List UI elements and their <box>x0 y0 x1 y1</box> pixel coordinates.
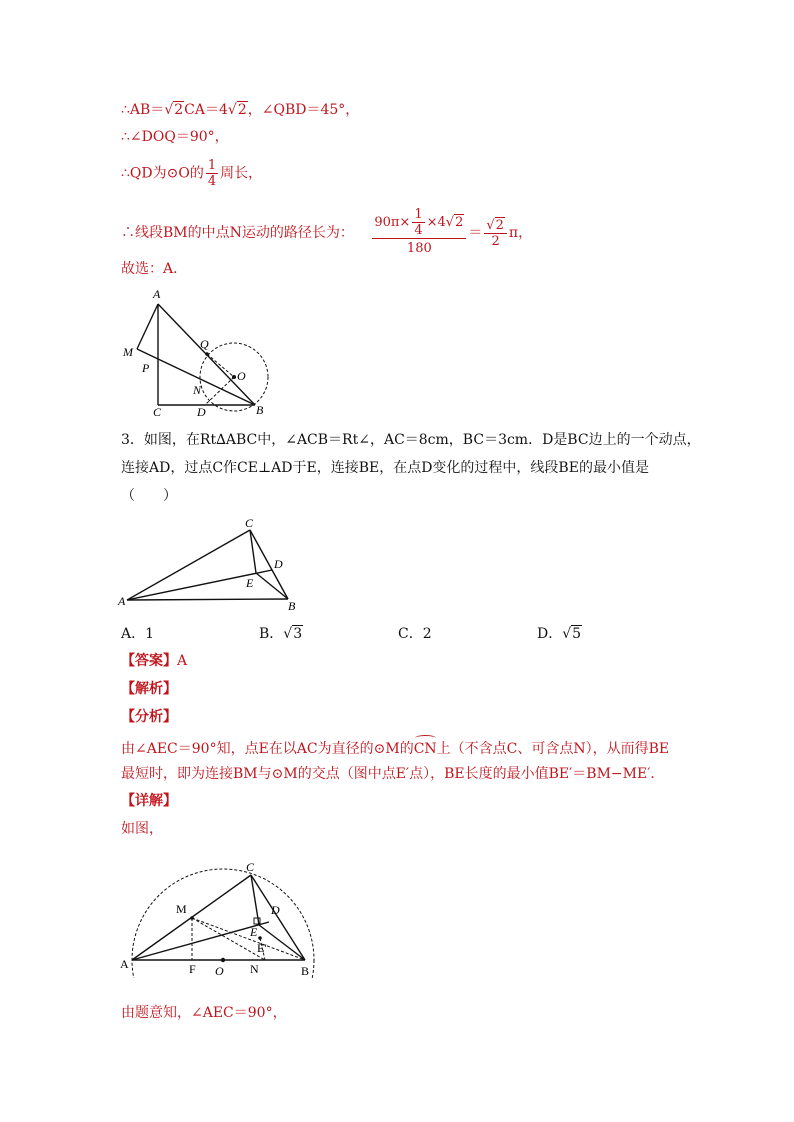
label-q: Q <box>200 337 209 351</box>
solution-line-2: ∴∠DOQ＝90°， <box>121 129 229 145</box>
label-m: M <box>123 345 133 359</box>
label-n: N <box>193 383 202 397</box>
path-fraction <box>372 207 466 259</box>
label-d: D <box>271 903 280 917</box>
label-o: O <box>237 369 246 383</box>
radicand: 3 <box>293 626 303 642</box>
option-b-prefix: B． <box>259 626 284 642</box>
figure-3 <box>115 843 325 978</box>
sqrt-symbol: √2 <box>445 215 464 230</box>
label-d: D <box>197 405 206 417</box>
answer-tag: 【答案】 <box>121 653 177 669</box>
text: ∴AB＝ <box>121 102 165 118</box>
point-m <box>190 916 194 920</box>
label-f: F <box>189 962 196 976</box>
detail-tag: 【详解】 <box>121 793 177 809</box>
inner-fraction <box>412 207 424 238</box>
point-o <box>221 958 225 962</box>
label-a: A <box>118 594 126 608</box>
arc-cn <box>414 735 437 759</box>
segment-ma <box>137 304 158 349</box>
sqrt-symbol: √3 <box>283 626 303 642</box>
question-3-line-2: 连接AD，过点C作CE⊥AD于E，连接BE，在点D变化的过程中，线段BE的最小值是 <box>121 460 649 476</box>
text: π， <box>508 225 533 241</box>
numerator <box>372 207 466 239</box>
label-b: B <box>288 599 296 613</box>
label-n: N <box>250 962 259 976</box>
denominator: 2 <box>491 233 500 249</box>
fenxi-line-2: 最短时，即为连接BM与⊙M的交点（图中点E′点），BE长度的最小值BE′＝BM−ME′． <box>121 766 665 782</box>
label-a: A <box>153 287 161 301</box>
radicand: 2 <box>237 102 247 118</box>
arc-label: CN <box>413 741 437 757</box>
result-fraction <box>484 218 507 249</box>
detail-line-2: 由题意知，∠AEC＝90°， <box>121 1005 287 1021</box>
sqrt-symbol: √2 <box>227 102 247 118</box>
option-d-prefix: D． <box>537 626 563 642</box>
segment-eb <box>256 573 288 599</box>
text: 由∠AEC＝90°知，点E在以AC为直径的⊙M的 <box>121 741 414 757</box>
sqrt-symbol: √2 <box>486 217 504 233</box>
fenxi-line-1 <box>121 735 669 759</box>
figure-2 <box>115 515 315 615</box>
solution-line-5: 故选：A． <box>121 261 188 277</box>
label-m: M <box>176 902 187 916</box>
text: 上（不含点C、可含点N），从而得BE <box>436 741 670 757</box>
option-c[interactable]: C．2 <box>398 626 432 642</box>
label-p: P <box>142 361 150 375</box>
segment-ad <box>132 922 269 960</box>
label-a: A <box>120 957 129 971</box>
segment-qo <box>207 354 234 377</box>
label-c: C <box>153 405 162 417</box>
denominator: 4 <box>207 174 217 189</box>
numerator: 1 <box>414 207 423 222</box>
solution-line-3 <box>121 158 262 189</box>
text: 周长， <box>220 165 263 182</box>
option-d[interactable] <box>537 623 582 643</box>
numerator: 1 <box>207 158 217 173</box>
sqrt-symbol: √5 <box>562 626 582 642</box>
radicand: 2 <box>495 217 504 233</box>
text: 90π× <box>374 215 411 230</box>
text: ∴线段BM的中点N运动的路径长为： <box>121 225 354 241</box>
point-o <box>232 375 236 379</box>
denominator: 4 <box>414 223 423 238</box>
label-o: O <box>215 964 224 978</box>
denominator: 180 <box>406 241 432 256</box>
question-3-line-3: （ ） <box>121 488 177 504</box>
label-c: C <box>245 516 254 530</box>
segment-ac <box>127 530 250 600</box>
figure-1 <box>115 282 285 417</box>
segment-ab <box>127 599 288 600</box>
text: ＝ <box>468 225 483 241</box>
arc-mark <box>415 735 436 741</box>
text: CA＝4 <box>184 102 228 118</box>
solution-line-1 <box>121 100 359 120</box>
label-d: D <box>274 557 283 571</box>
text: ×4 <box>426 215 446 230</box>
radicand: 5 <box>572 626 582 642</box>
fenxi-tag: 【分析】 <box>121 709 177 725</box>
answer-line <box>121 651 187 671</box>
label-b: B <box>256 403 264 417</box>
point-q <box>205 352 209 356</box>
label-c: C <box>246 860 255 874</box>
label-e: E <box>246 576 254 590</box>
label-e: E <box>250 925 258 939</box>
radicand: 2 <box>174 102 184 118</box>
answer-value: A <box>177 653 188 669</box>
label-b: B <box>301 964 310 978</box>
fraction <box>206 158 218 189</box>
radicand: 2 <box>455 215 464 230</box>
question-3-line-1: 3．如图，在Rt∆ABC中，∠ACB＝Rt∠，AC＝8cm，BC＝3cm．D是BC边上的一个动点， <box>121 432 701 448</box>
analysis-tag: 【解析】 <box>121 681 177 697</box>
option-a[interactable]: A．1 <box>121 626 155 642</box>
text: ，∠QBD＝45°， <box>247 102 360 118</box>
detail-line-1: 如图， <box>121 821 163 837</box>
option-b[interactable] <box>259 623 303 643</box>
solution-line-4 <box>121 207 532 259</box>
sqrt-symbol: √2 <box>164 102 184 118</box>
text: ∴QD为⊙O的 <box>121 165 204 182</box>
numerator <box>484 218 507 234</box>
label-e-prime: E′ <box>257 941 267 955</box>
point-e-prime <box>258 936 262 940</box>
